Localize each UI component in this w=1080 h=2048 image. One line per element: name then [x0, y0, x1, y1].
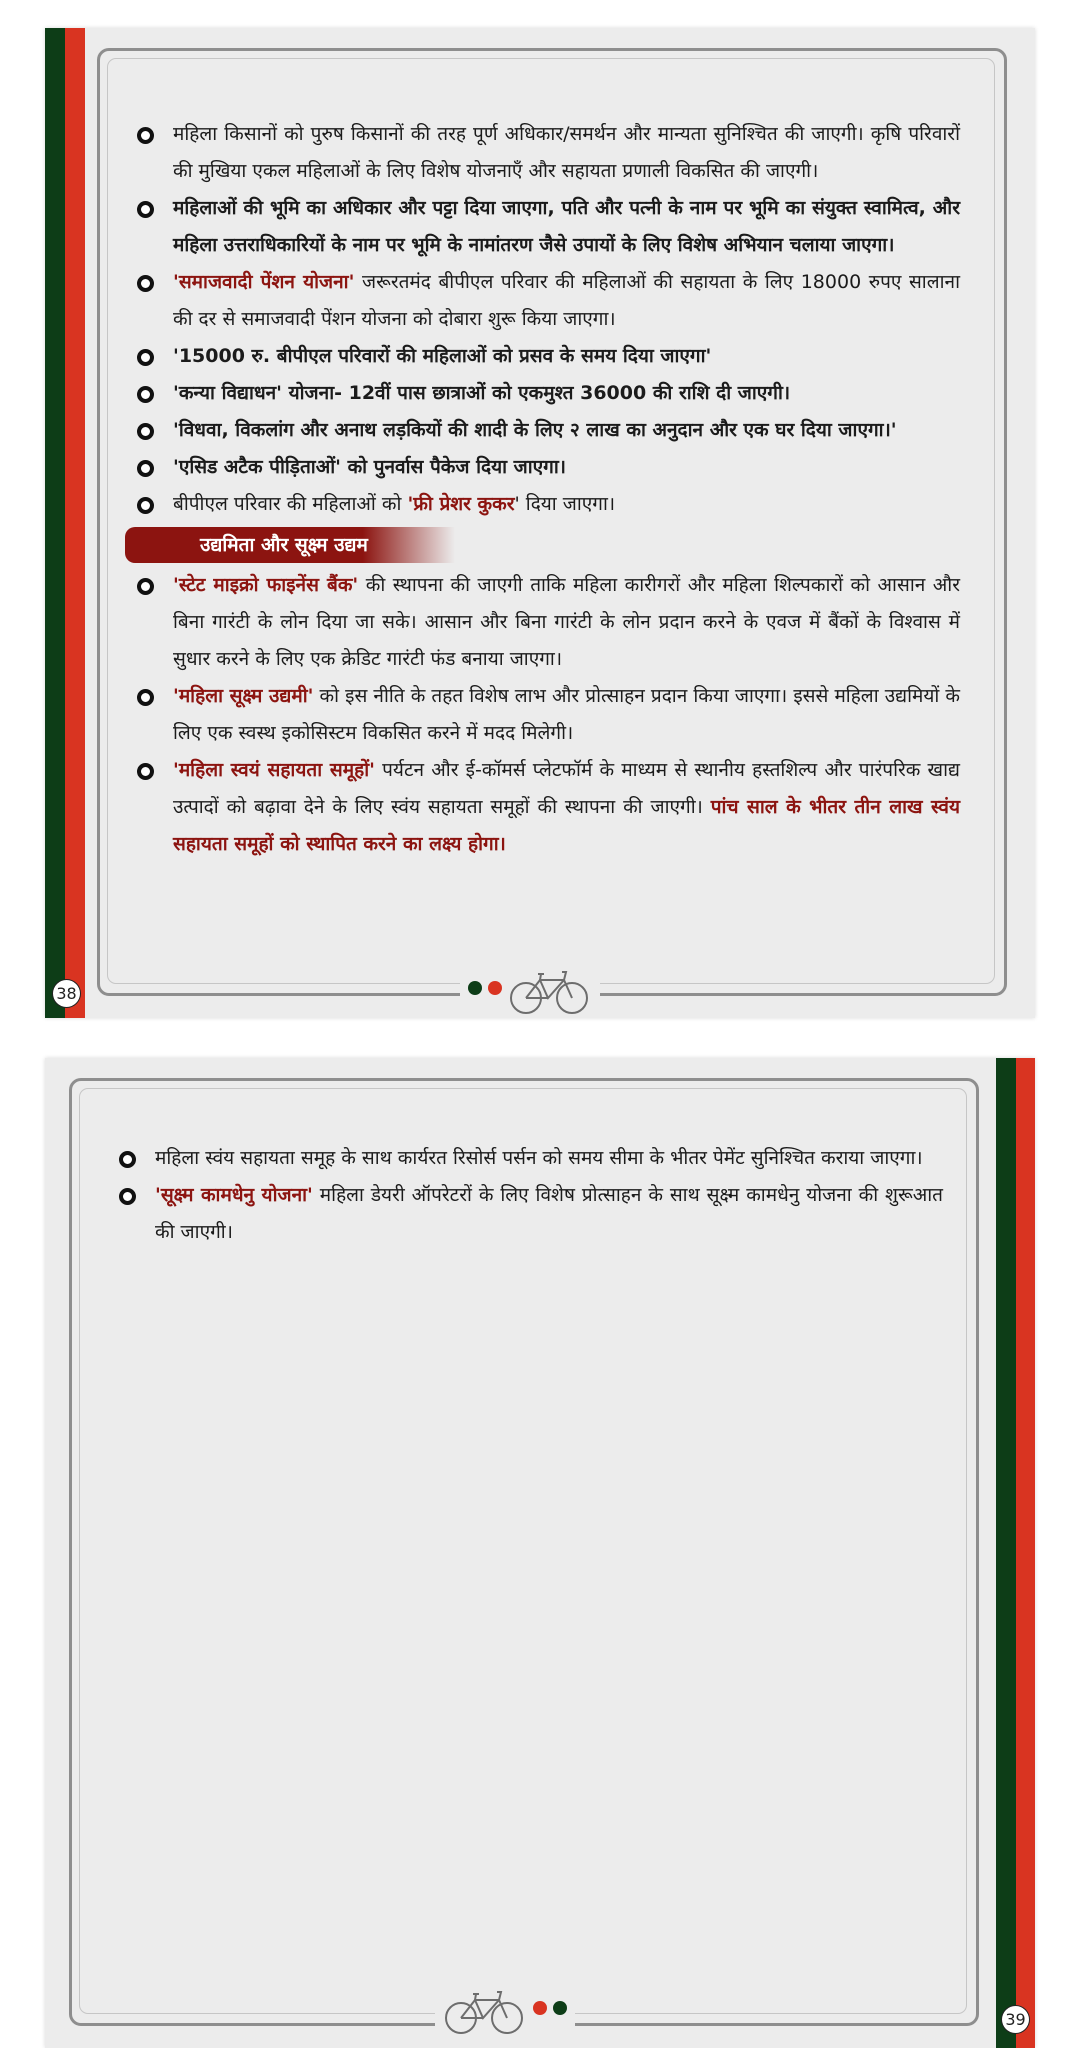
item-text: को इस नीति के तहत विशेष लाभ और प्रोत्साहन प्रदान किया जाएगा। इससे महिला उद्यमियों के लिए एक स्वस्थ इकोसिस्टम विकसित करने में मदद मिलेगी।: [173, 685, 960, 744]
highlight-text: 'फ्री प्रेशर कुकर: [407, 493, 515, 515]
item-text: ' दिया जाएगा।: [514, 493, 616, 515]
footer-ornament: [460, 958, 600, 1018]
item-text: 'कन्या विद्याधन' योजना- 12वीं पास छात्राओं को एकमुश्त 36000 की राशि दी जाएगी।: [173, 382, 791, 404]
red-dot: [488, 981, 502, 995]
page-39: [45, 1058, 1035, 2048]
list-item: [135, 190, 960, 264]
item-text: महिलाओं की भूमि का अधिकार और पट्टा दिया जाएगा, पति और पत्नी के नाम पर भूमि का संयुक्त स्वामित्व, और महिला उत्तराधिकारियों के नाम पर भूमि के नामांतरण जैसे उपायों के लिए विशेष अभियान चलाया जाएगा।: [173, 197, 960, 256]
item-text: की स्थापना की जाएगी ताकि महिला कारीगरों और महिला शिल्पकारों को आसान और बिना गारंटी के लोन दिया जा सके। आसान और बिना गारंटी के लोन प्रदान करने के एवज में बैंकों के विश्वास में सुधार करने के लिए एक क्रेडिट गारंटी फंड बनाया जाएगा।: [173, 574, 960, 670]
footer-ornament: [435, 1978, 575, 2038]
item-text: 'एसिड अटैक पीड़िताओं' को पुनर्वास पैकेज दिया जाएगा।: [173, 456, 566, 478]
red-stripe: [1016, 1058, 1035, 2048]
bullet-circle-icon: [137, 763, 154, 780]
bullet-circle-icon: [137, 349, 154, 366]
item-text: जरूरतमंद बीपीएल परिवार की महिलाओं की सहायता के लिए 18000 रुपए सालाना की दर से समाजवादी पेंशन योजना को दोबारा शुरू किया जाएगा।: [173, 271, 960, 330]
bullet-circle-icon: [137, 497, 154, 514]
bullet-list-entrepreneurship: [135, 567, 960, 863]
red-stripe: [65, 28, 85, 1018]
bullet-circle-icon: [137, 127, 154, 144]
section-banner: उद्यमिता और सूक्ष्म उद्यम: [125, 527, 455, 563]
item-text: बीपीएल परिवार की महिलाओं को: [173, 493, 408, 515]
green-stripe: [45, 28, 65, 1018]
bullet-circle-icon: [137, 386, 154, 403]
page-38-content: [135, 116, 960, 863]
highlight-text: 'स्टेट माइक्रो फाइनेंस बैंक': [173, 574, 359, 596]
page-39-content: [117, 1140, 943, 1251]
item-text: महिला स्वंय सहायता समूह के साथ कार्यरत रिसोर्स पर्सन को समय सीमा के भीतर पेमेंट सुनिश्चित कराया जाएगा।: [155, 1147, 923, 1169]
bullet-circle-icon: [137, 689, 154, 706]
list-item: [117, 1140, 943, 1177]
list-item: [135, 412, 960, 449]
list-item: [135, 752, 960, 863]
item-text: महिला डेयरी ऑपरेटरों के लिए विशेष प्रोत्साहन के साथ सूक्ष्म कामधेनु योजना की शुरूआत की जाएगी।: [155, 1184, 943, 1243]
bullet-circle-icon: [119, 1151, 136, 1168]
highlight-text: 'सूक्ष्म कामधेनु योजना': [155, 1184, 313, 1206]
item-text: पर्यटन और ई-कॉमर्स प्लेटफॉर्म के माध्यम से स्थानीय हस्तशिल्प और पारंपरिक खाद्य उत्पादों को बढ़ावा देने के लिए स्वंय सहायता समूहों की स्थापना की जाएगी।: [173, 759, 960, 818]
bicycle-icon: [443, 1980, 527, 2036]
bullet-circle-icon: [119, 1188, 136, 1205]
highlight-text: 'समाजवादी पेंशन योजना': [173, 271, 355, 293]
bullet-circle-icon: [137, 460, 154, 477]
bullet-circle-icon: [137, 275, 154, 292]
bullet-list-page-39: [117, 1140, 943, 1251]
highlight-text: 'महिला सूक्ष्म उद्यमी': [173, 685, 314, 707]
list-item: [135, 449, 960, 486]
page-number: 39: [1002, 2006, 1029, 2033]
list-item: [135, 338, 960, 375]
bullet-circle-icon: [137, 578, 154, 595]
red-dot: [533, 2001, 547, 2015]
bullet-list-women: [135, 116, 960, 523]
page-number: 38: [53, 980, 80, 1007]
list-item: [135, 264, 960, 338]
highlight-text: पांच साल के भीतर तीन लाख स्वंय सहायता समूहों को स्थापित करने का लक्ष्य होगा।: [173, 796, 961, 855]
item-text: 'विधवा, विकलांग और अनाथ लड़कियों की शादी के लिए २ लाख का अनुदान और एक घर दिया जाएगा।': [173, 419, 897, 441]
highlight-text: 'महिला स्वयं सहायता समूहों': [173, 759, 375, 781]
list-item: [117, 1177, 943, 1251]
item-text: '15000 रु. बीपीएल परिवारों की महिलाओं को प्रसव के समय दिया जाएगा': [173, 345, 712, 367]
list-item: [135, 567, 960, 678]
green-stripe: [996, 1058, 1016, 2048]
page-38: [45, 28, 1035, 1018]
bicycle-icon: [508, 960, 592, 1016]
green-dot: [553, 2001, 567, 2015]
bullet-circle-icon: [137, 201, 154, 218]
green-dot: [468, 981, 482, 995]
list-item: [135, 375, 960, 412]
list-item: [135, 486, 960, 523]
bullet-circle-icon: [137, 423, 154, 440]
list-item: [135, 678, 960, 752]
list-item: [135, 116, 960, 190]
item-text: महिला किसानों को पुरुष किसानों की तरह पूर्ण अधिकार/समर्थन और मान्यता सुनिश्चित की जाएगी। कृषि परिवारों की मुखिया एकल महिलाओं के लिए विशेष योजनाएँ और सहायता प्रणाली विकसित की जाएगी।: [173, 123, 960, 182]
